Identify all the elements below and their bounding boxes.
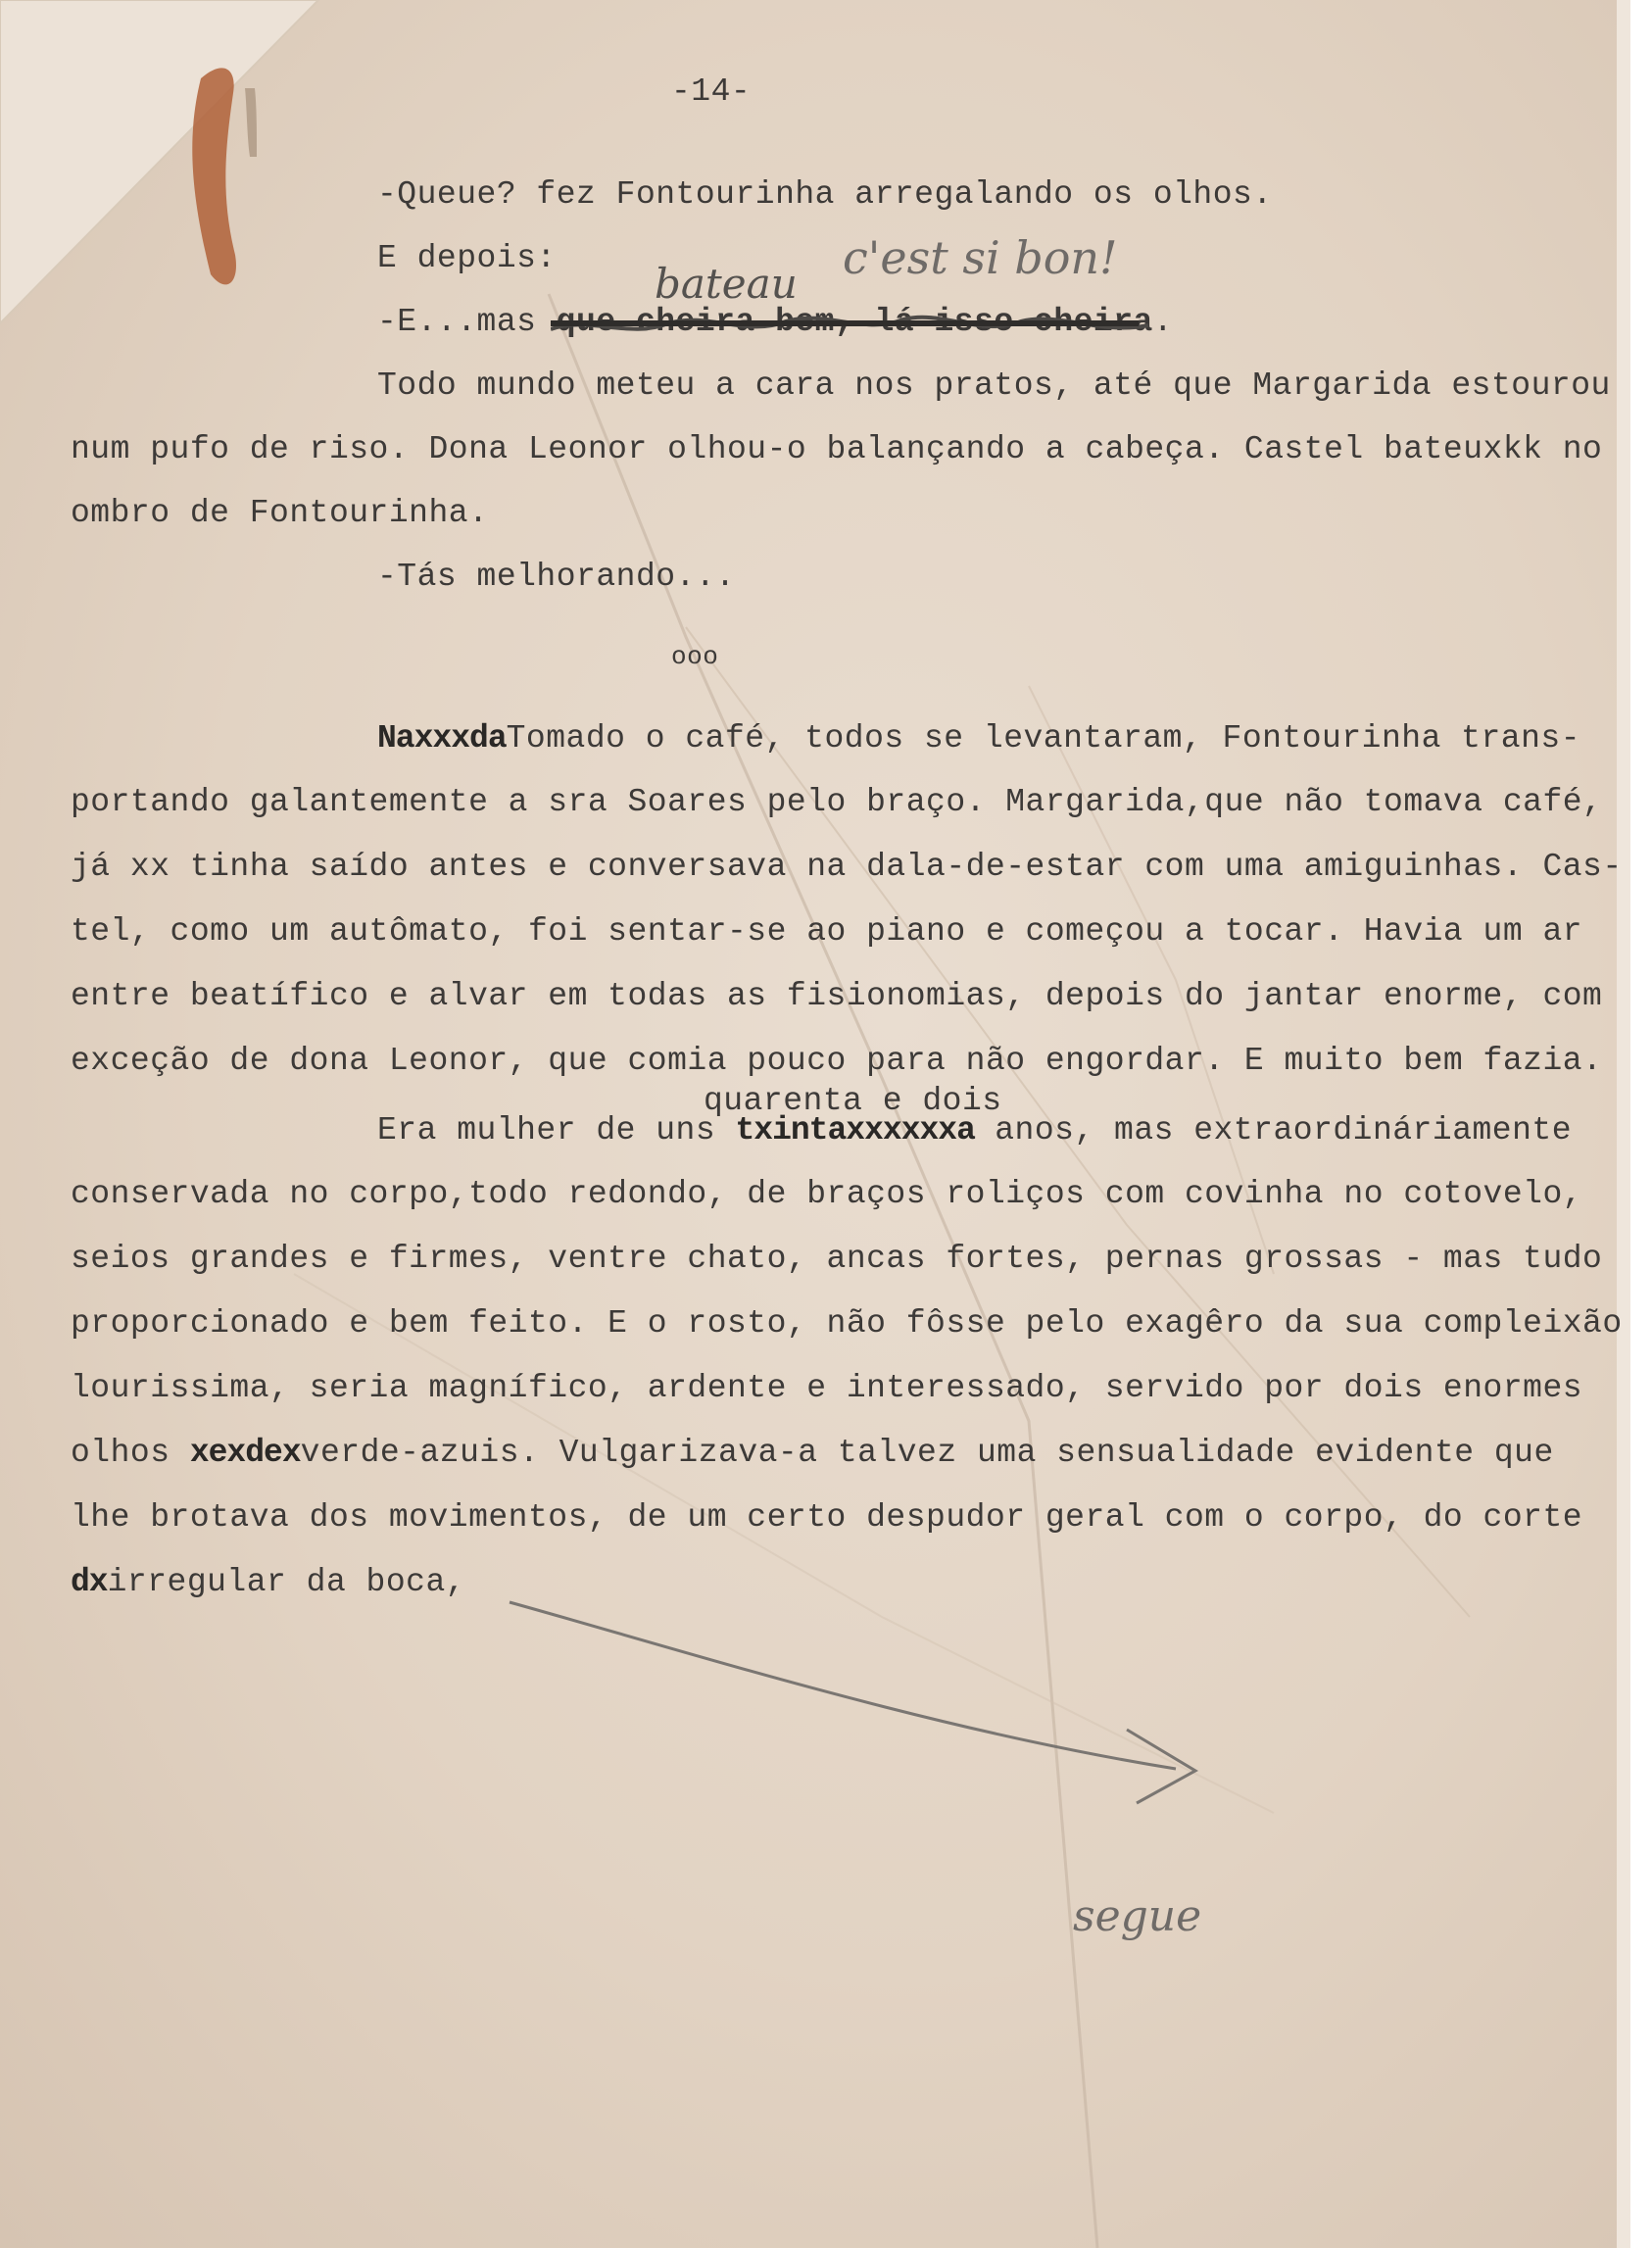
overtyped-word: xexdex [189,1435,301,1471]
line-12: tel, como um autômato, foi sentar-se ao piano e começou a tocar. Havia um ar [71,913,1583,950]
page-number: -14- [671,73,752,110]
line-5: num pufo de riso. Dona Leonor olhou-o balançando a cabeça. Castel bateuxkk no [71,431,1603,467]
line-18: seios grandes e firmes, ventre chato, ancas fortes, pernas grossas - mas tudo [71,1241,1603,1277]
line-19: proporcionado e bem feito. E o rosto, não fôsse pelo exagêro da sua compleixão [71,1305,1623,1342]
overtyped-word: dx [71,1564,108,1600]
scribble-strike [551,306,1158,345]
line-9: NaxxxdaTomado o café, todos se levantaram, Fontourinha trans- [377,720,1580,757]
line-1: -Queue? fez Fontourinha arregalando os olhos. [377,176,1273,213]
line-3-start: -E...mas [377,304,557,340]
line-16: Era mulher de uns txintaxxxxxxa anos, mas extraordináriamente [377,1112,1573,1148]
folded-corner-flap [0,0,333,353]
overtyped-word: txintaxxxxxxa [735,1112,975,1148]
line-2: E depois: [377,240,557,276]
line-6: ombro de Fontourinha. [71,495,489,531]
overtyped-word: Naxxxda [377,720,507,757]
line-22: lhe brotava dos movimentos, de um certo despudor geral com o corpo, do corte [71,1499,1583,1536]
handwritten-segue: segue [1073,1891,1202,1941]
line-4: Todo mundo meteu a cara nos pratos, até que Margarida estourou [377,367,1611,404]
rust-stain [192,68,236,284]
line-11: já xx tinha saído antes e conversava na dala-de-estar com uma amiguinhas. Cas- [71,849,1623,885]
line-17: conservada no corpo,todo redondo, de braços roliços com covinha no cotovelo, [71,1176,1583,1212]
pencil-continuation-line [490,1583,1235,1808]
line-14: exceção de dona Leonor, que comia pouco para não engordar. E muito bem fazia. [71,1043,1603,1079]
line-21: olhos xexdexverde-azuis. Vulgarizava-a talvez uma sensualidade evidente que [71,1435,1554,1471]
line-23: dxirregular da boca, [71,1564,466,1600]
struck-text: que cheira bem, lá isso cheira [557,304,1153,340]
line-3: -E...mas que cheira bem, lá isso cheira . [377,304,1173,340]
section-break: ooo [671,642,719,671]
line-7: -Tás melhorando... [377,559,736,595]
handwritten-scribble: bateau [655,260,798,308]
line-20: lourissima, seria magnífico, ardente e interessado, servido por dois enormes [71,1370,1583,1406]
line-13: entre beatífico e alvar em todas as fisionomias, depois do jantar enorme, com [71,978,1603,1014]
handwritten-note-cest-si-bon: c'est si bon! [843,231,1118,284]
interlinear-insertion: quarenta e dois [704,1083,1002,1119]
line-10: portando galantemente a sra Soares pelo braço. Margarida,que não tomava café, [71,784,1603,820]
